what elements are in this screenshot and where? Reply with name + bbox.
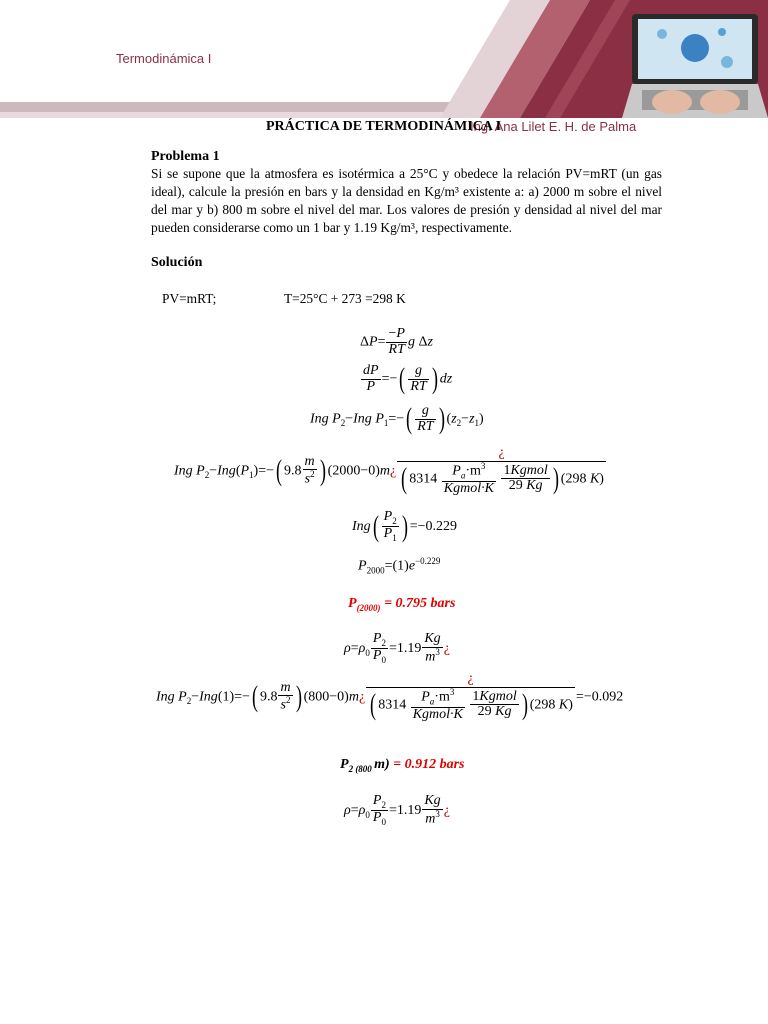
course-title: Termodinámica I bbox=[116, 51, 212, 66]
solution-heading: Solución bbox=[151, 255, 203, 270]
document-title: PRÁCTICA DE TERMODINÁMICA I bbox=[266, 119, 502, 134]
problem-statement: Si se supone que la atmosfera es isotérmica a 25°C y obedece la relación PV=mRT (un gas ideal), calcule la presión en bars y la densidad en Kg/m³ existente a: a) 2000 m sobre el nivel del mar y b) 800 m sobre el nivel del mar. Los valores de presión y densidad al nivel del mar pueden considerarse como un 1 bar y 1.19 Kg/m³, respectivamente. bbox=[151, 166, 662, 235]
equation-ideal-gas: PV=mRT; bbox=[162, 291, 217, 306]
equation-differential: $\frac{dP}{P}$ =−( $\frac{g}{RT}$ ) dz bbox=[363, 362, 453, 396]
equation-substitution-800: Ing $P_2-Ing(1)=-$( 9.8 $\frac{m}{s^2}$ ) (800−0)m¿ ¿ ( 8314 $\frac{P_a\cdot m^3}{\text{Kgmol·K}}$ $\frac{\text{1Kgmol}}{29 Kg}$ ) (298 K) =−0.092 bbox=[156, 671, 624, 722]
equation-density-800: $\rho=\rho_0$ $\frac{P_2}{P_0}$ =1.19 $\frac{Kg}{m^3}$ ¿ bbox=[344, 793, 450, 828]
result-p2000: $P_{(2000)} = 0.795$ bars bbox=[348, 596, 456, 613]
result-p800: $P_{2 (800}$ m) = 0.912 bars bbox=[340, 757, 465, 774]
problem-heading: Problema 1 bbox=[151, 149, 220, 164]
laptop-typing-illustration bbox=[622, 12, 768, 118]
equation-density-2000: $\rho=\rho_0$ $\frac{P_2}{P_0}$ =1.19 $\frac{Kg}{m^3}$ ¿ bbox=[344, 631, 450, 666]
equation-substitution-2000: Ing $P_2-Ing(P_1)=-$( 9.8 $\frac{m}{s^2}$ ) (2000−0)m¿ ¿ ( 8314 $\frac{P_a\cdot m^3}{\text{Kgmol·K}}$ $\frac{\text{1Kgmol}}{29 Kg}$ ) (298 K) bbox=[174, 445, 604, 496]
equation-integrated: Ing $P_2-Ing$ $P_1=-$( $\frac{g}{RT}$ ) $(z_2-z_1)$ bbox=[310, 402, 484, 436]
author-name: Ing. Ana Lilet E. H. de Palma bbox=[470, 119, 637, 134]
page-header bbox=[0, 0, 768, 120]
equation-delta-p: ΔP= $\frac{-P}{RT}$ g Δz bbox=[360, 326, 433, 357]
equation-log-ratio: Ing( $\frac{P_2}{P_1}$ ) =−0.229 bbox=[352, 509, 458, 544]
equation-p2000: $P_{2000}=(1)e^{-0.229}$ bbox=[358, 556, 441, 576]
equation-temperature: T=25°C + 273 =298 K bbox=[284, 291, 406, 306]
